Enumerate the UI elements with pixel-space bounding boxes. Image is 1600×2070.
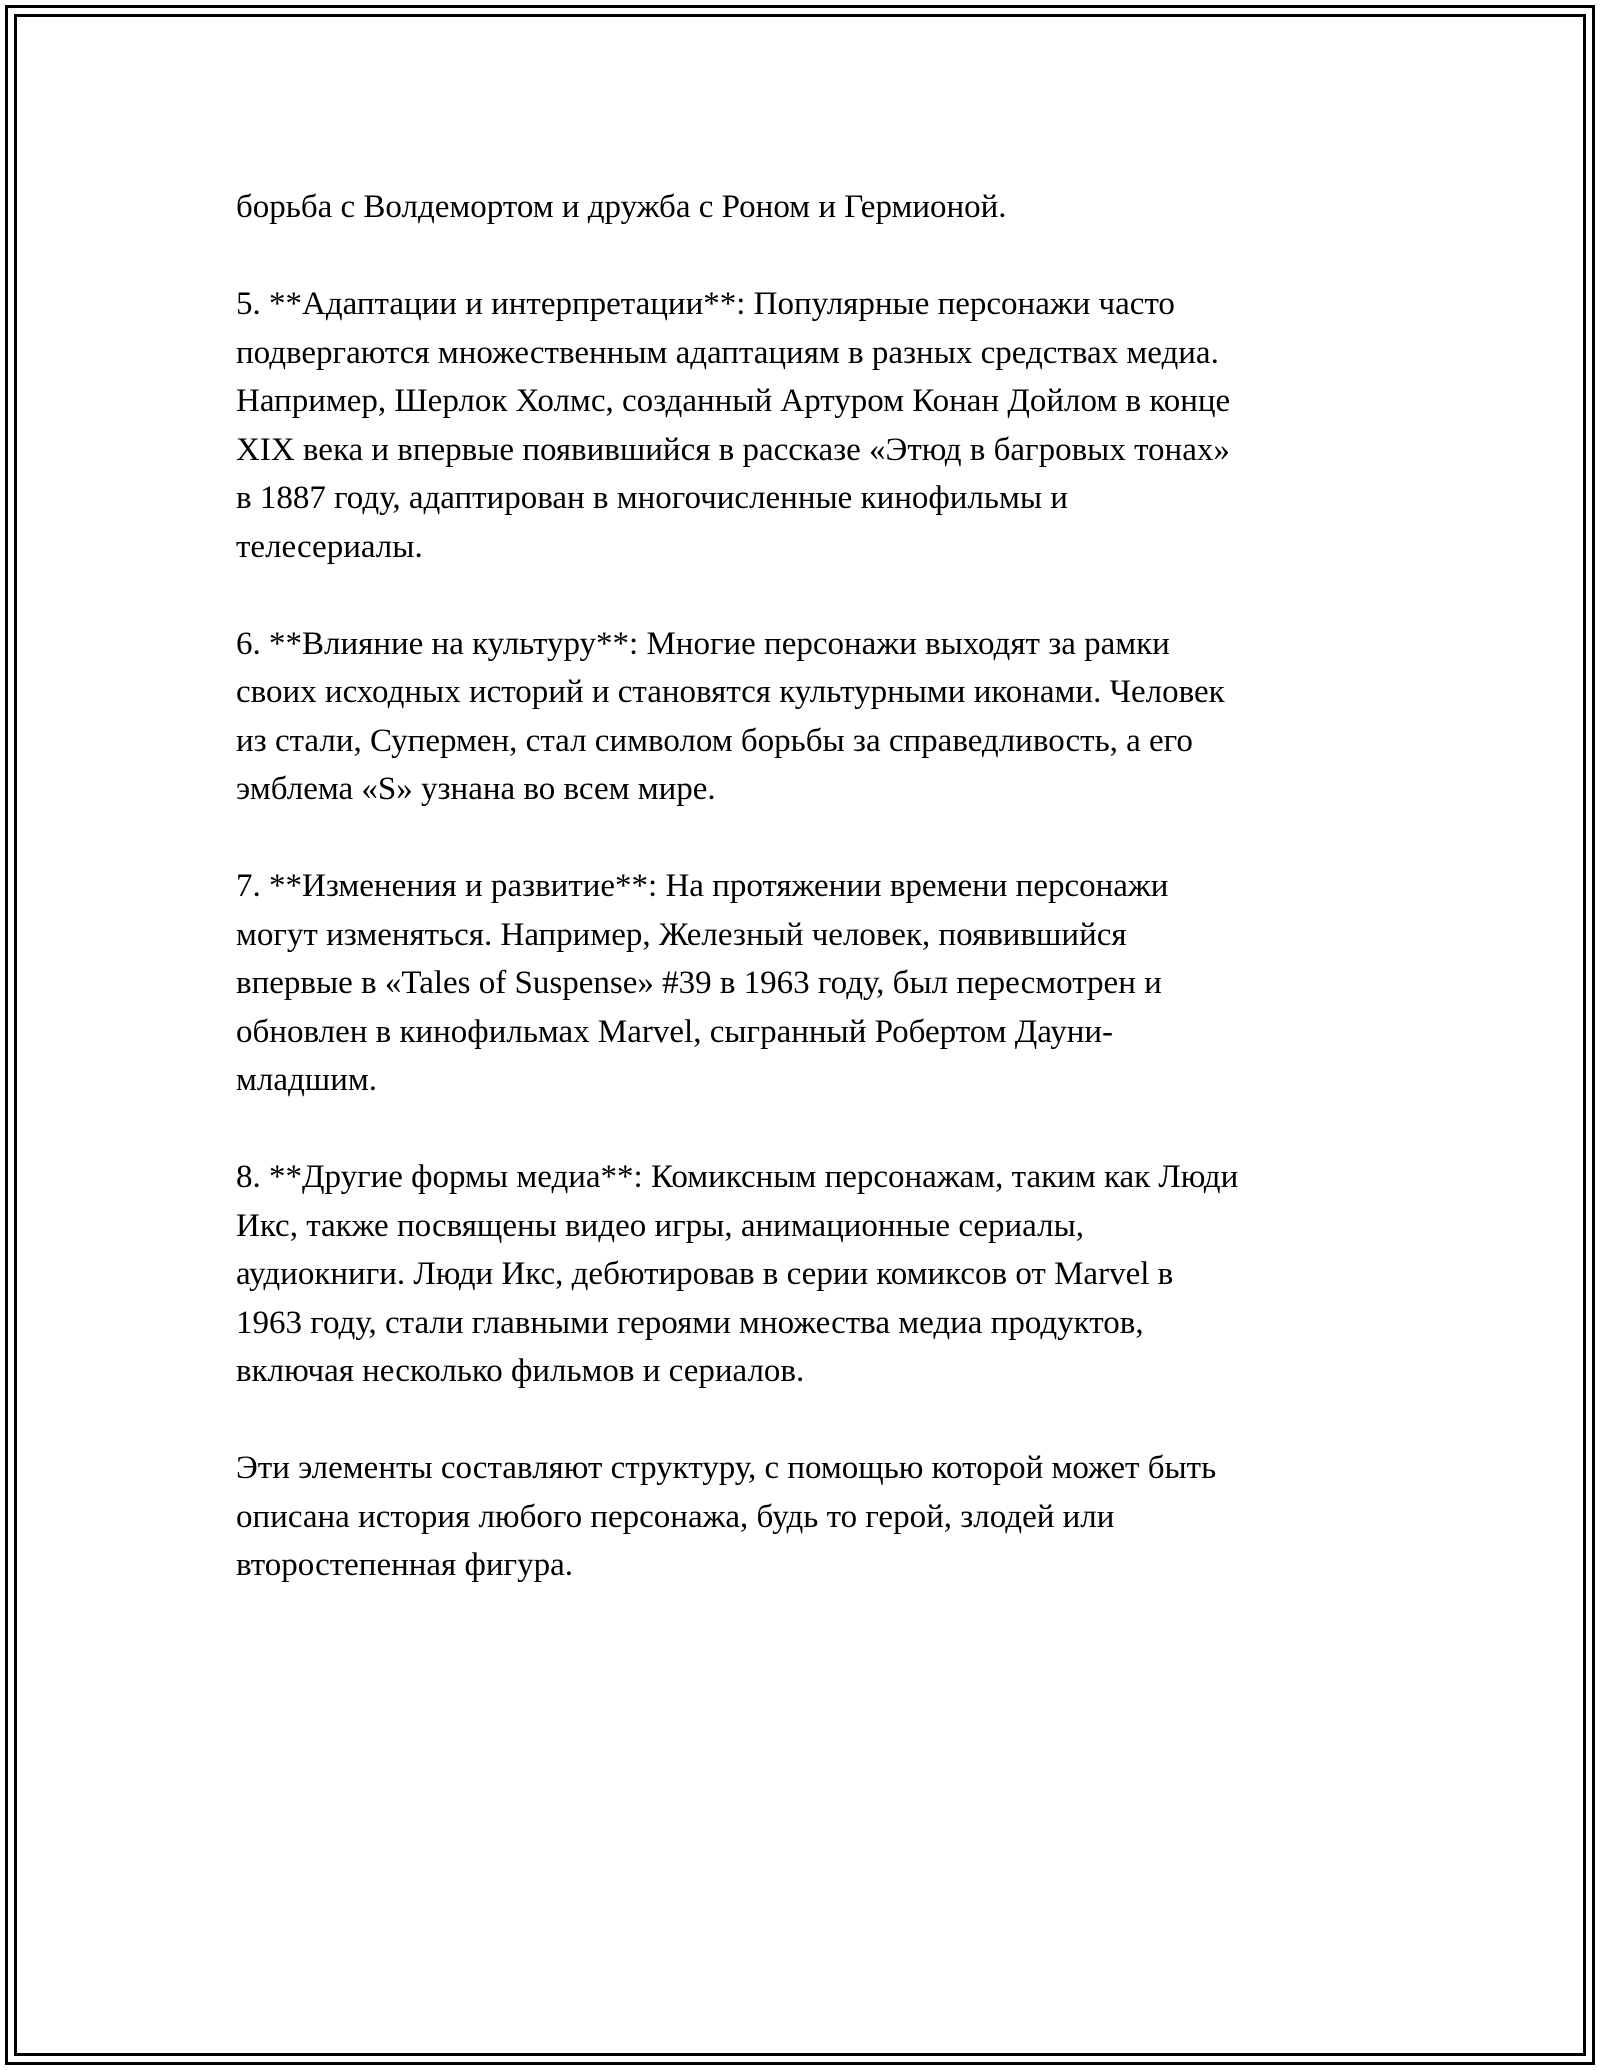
paragraph-item-7: 7. **Изменения и развитие**: На протяжении времени персонажи могут изменяться. Например, Железный человек, появившийся впервые в «Tales of Suspense» #39 в 1963 году, был пересмотрен и обновлен в кинофильмах Marvel, сыгранный Робертом Дауни- младшим. — [236, 868, 1169, 1098]
document-body — [236, 183, 1376, 1638]
paragraph-item-6: 6. **Влияние на культуру**: Многие персонажи выходят за рамки своих исходных историй и становятся культурными иконами. Человек из стали, Супермен, стал символом борьбы за справедливость, а его эмблема «S» узнана во всем мире. — [236, 625, 1225, 807]
paragraph-conclusion: Эти элементы составляют структуру, с помощью которой может быть описана история любого персонажа, будь то герой, злодей или второстепенная фигура. — [236, 1450, 1217, 1583]
paragraph-item-5: 5. **Адаптации и интерпретации**: Популярные персонажи часто подвергаются множественным адаптациям в разных средствах медиа. Например, Шерлок Холмс, созданный Артуром Конан Дойлом в конце XIX века и впервые появившийся в рассказе «Этюд в багровых тонах» в 1887 году, адаптирован в многочисленные кинофильмы и телесериалы. — [236, 286, 1231, 565]
paragraph-item-8: 8. **Другие формы медиа**: Комиксным персонажам, таким как Люди Икс, также посвящены видео игры, анимационные сериалы, аудиокниги. Люди Икс, дебютировав в серии комиксов от Marvel в 1963 году, стали главными героями множества медиа продуктов, включая несколько фильмов и сериалов. — [236, 1159, 1239, 1389]
paragraph-continuation: борьба с Волдемортом и дружба с Роном и Гермионой. — [236, 189, 1007, 225]
